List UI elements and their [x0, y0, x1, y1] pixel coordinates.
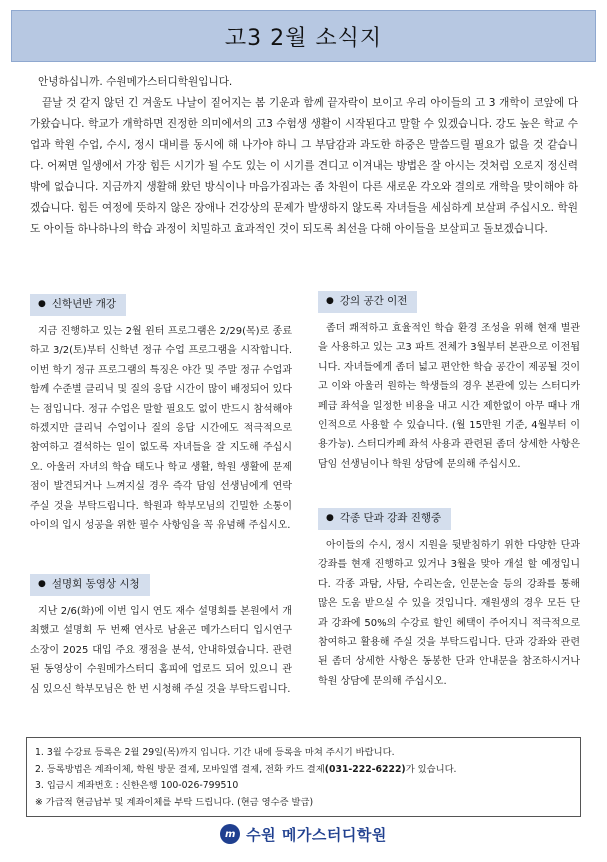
- section-body: 지난 2/6(화)에 이번 입시 연도 재수 설명회를 본원에서 개최했고 설명회 두 번째 연사로 남윤곤 메가스터디 입시연구소장이 2025 대입 주요 쟁점을 분석, 안내하였습니다. 관련된 동영상이 수원메가스터디 홈피에 업로드 되어 있으니 관심 있으신 학부모님은 한 번 시청해 주실 것을 부탁드립니다.: [30, 606, 292, 695]
- section-body: 지금 진행하고 있는 2월 윈터 프로그램은 2/29(목)로 종료하고 3/2(토)부터 신학년 정규 수업 프로그램을 시작합니다. 이번 학기 정규 프로그램의 특징은 야간 및 주말 정규 수업과 함께 수준별 클리닉 및 질의 응답 시간이 많이 배정되어 있다는 점입니다. 정규 수업은 말할 필요도 없이 반드시 참석해야 하겠지만 클리닉 수업이나 질의 응답 시간에도 적극적으로 참여하고 결석하는 일이 없도록 자녀들을 잘 지도해 주십시오. 아울러 자녀의 학습 태도나 학교 생활, 학원 생활에 문제점이 발견되거나 느껴지실 경우 즉각 담임 선생님에게 연락주실 것을 부탁드립니다. 학원과 학부모님의 긴밀한 소통이 아이의 입시 성공을 위한 필수 사항임을 꼭 유념해 주십시오.: [30, 326, 292, 532]
- bullet-icon: ●: [326, 296, 334, 307]
- notice-text: 2. 등록방법은 계좌이체, 학원 방문 결제, 모바일앱 결제, 전화 카드 결제: [35, 763, 325, 775]
- section-label: [318, 508, 451, 530]
- section-label: [30, 574, 150, 596]
- section-special-courses: [318, 508, 580, 691]
- bullet-icon: ●: [38, 299, 46, 310]
- bullet-icon: ●: [326, 513, 334, 524]
- section-title: 강의 공간 이전: [339, 295, 408, 308]
- section-label: [30, 294, 126, 316]
- intro-section: [30, 72, 578, 240]
- intro-greeting: 안녕하십니까. 수원메가스터디학원입니다.: [38, 76, 233, 88]
- section-body: 좀더 쾌적하고 효율적인 학습 환경 조성을 위해 현재 별관을 사용하고 있는 고3 파트 전체가 3월부터 본관으로 이전됩니다. 자녀들에게 좀더 넓고 편안한 학습 공간이 제공될 것이고 이와 아울러 원하는 학생들의 경우 본관에 있는 스터디카페급 좌석을 일정한 비용을 내고 시간 제한없이 아무 때나 개인적으로 사용할 수 있습니다. (월 15만원 기준, 4월부터 이용가능). 스터디카페 좌석 사용과 관련된 좀더 상세한 사항은 담임 선생님이나 학원 상담에 문의해 주십시오.: [318, 323, 580, 470]
- section-body: 아이들의 수시, 정시 지원을 뒷받침하기 위한 다양한 단과 강좌를 현재 진행하고 있거나 3월을 맞아 개설 할 예정입니다. 각종 과탐, 사탐, 수리논술, 인문논술 등의 강좌를 통해 많은 도움 받으실 수 있을 것입니다. 재원생의 경우 모든 단과 강좌에 50%의 수강료 할인 혜택이 주어지니 적극적으로 참여하고 활용해 주실 것을 부탁드립니다. 단과 강좌와 관련된 좀더 상세한 사항은 동봉한 단과 안내문을 참조하시거나 학원 상담에 문의해 주십시오.: [318, 540, 580, 687]
- section-briefing-video: [30, 574, 292, 699]
- section-title: 신학년반 개강: [51, 298, 117, 311]
- phone-number: (031-222-6222): [324, 763, 406, 775]
- academy-name: 수원 메가스터디학원: [246, 825, 387, 844]
- notice-box: [26, 737, 581, 817]
- megastudy-logo-icon: m: [220, 824, 240, 844]
- section-space-move: [318, 291, 580, 474]
- notice-item: [35, 762, 572, 779]
- page-title: 고3 2월 소식지: [224, 25, 383, 51]
- bullet-icon: ●: [38, 579, 46, 590]
- section-label: [318, 291, 417, 313]
- notice-item: ※ 가급적 현금납부 및 계좌이체를 부탁 드립니다. (현금 영수증 발급): [35, 796, 314, 808]
- section-title: 설명회 동영상 시청: [51, 578, 140, 591]
- notice-item: 3. 입금시 계좌번호 : 신한은행 100-026-799510: [35, 780, 239, 792]
- section-new-semester: [30, 294, 292, 535]
- section-title: 각종 단과 강좌 진행중: [339, 512, 442, 525]
- footer-logo: [0, 822, 607, 846]
- notice-text: 가 있습니다.: [405, 763, 457, 775]
- title-banner: [11, 10, 596, 62]
- notice-item: 1. 3월 수강료 등록은 2월 29일(목)까지 입니다. 기간 내에 등록을 마쳐 주시기 바랍니다.: [35, 747, 395, 758]
- intro-body: 끝날 것 같지 않던 긴 겨울도 나날이 짙어지는 봄 기운과 함께 끝자락이 보이고 우리 아이들의 고 3 개학이 코앞에 다가왔습니다. 학교가 개학하면 진정한 의미에서의 고3 수험생 생활이 시작된다고 말할 수 있겠습니다. 강도 높은 학교 수업과 학원 수업, 수시, 정시 대비를 동시에 해 나가야 하니 그 부담감과 과도한 하중은 말씀드릴 필요가 없을 것 같습니다. 어쩌면 일생에서 가장 힘든 시기가 될 수도 있는 이 시기를 견디고 이겨내는 방법은 잘 아시는 것처럼 오로지 정신력밖에 없습니다. 지금까지 생활해 왔던 방식이나 마음가짐과는 좀 차원이 다른 새로운 각오와 결의로 개학을 맞이해야 하겠습니다. 힘든 여정에 뜻하지 않은 장애나 건강상의 문제가 발생하지 않도록 자녀들을 세심하게 보살펴 주십시오. 학원도 아이들 하나하나의 학습 과정이 치밀하고 효과적인 것이 되도록 최선을 다해 아이들을 보살피고 돌보겠습니다.: [30, 97, 578, 235]
